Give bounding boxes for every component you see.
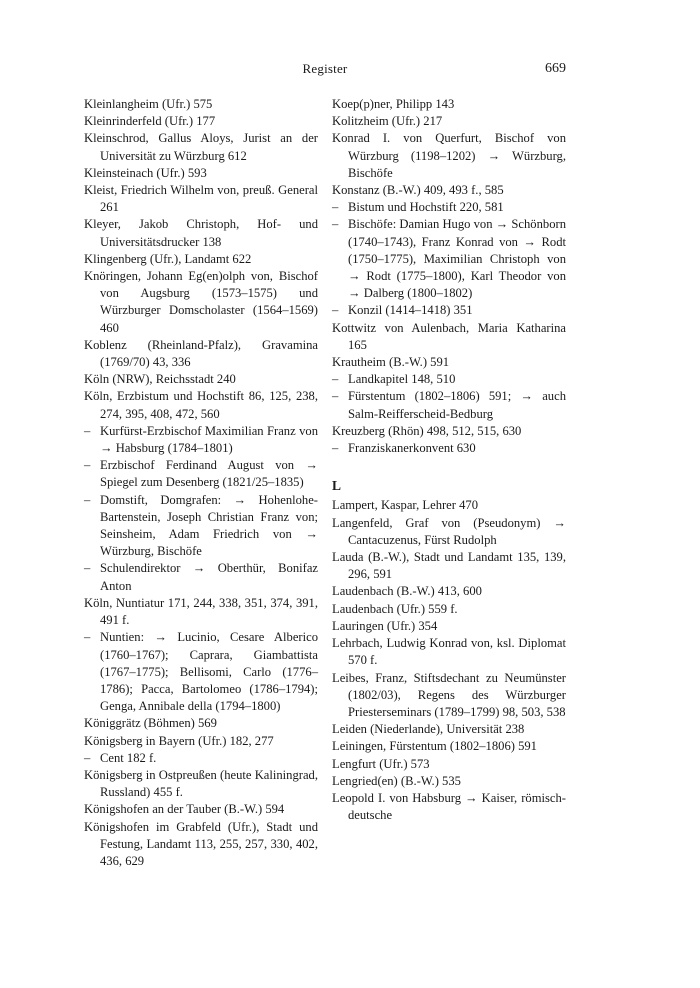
- index-entry: Kleyer, Jakob Christoph, Hof- und Universitätsdrucker 138: [84, 217, 318, 249]
- index-entry: Lauringen (Ufr.) 354: [332, 618, 438, 633]
- page-number: 669: [545, 61, 566, 76]
- index-entry: Kottwitz von Aulenbach, Maria Katharina 165: [332, 320, 566, 352]
- index-entry: Königshofen im Grabfeld (Ufr.), Stadt und Festung, Landamt 113, 255, 257, 330, 402, 436, 629: [84, 819, 318, 868]
- index-entry: Köln (NRW), Reichsstadt 240: [84, 372, 236, 387]
- index-entry: Lehrbach, Ludwig Konrad von, ksl. Diplomat 570 f.: [332, 636, 566, 668]
- index-subentry: – Fürstentum (1802–1806) 591; → auch Salm-Reifferscheid-Bedburg: [332, 388, 566, 422]
- index-entry: Laudenbach (Ufr.) 559 f.: [332, 601, 458, 616]
- index-subentry: – Franziskanerkonvent 630: [332, 440, 566, 457]
- index-entry: Königsberg in Ostpreußen (heute Kaliningrad, Russland) 455 f.: [84, 767, 318, 800]
- index-subentry: – Kurfürst-Erzbischof Maximilian Franz von → Habsburg (1784–1801): [84, 423, 318, 457]
- index-subentry: – Nuntien: → Lucinio, Cesare Alberico (1760–1767); Caprara, Giambattista (1767–1775); Bellisomi, Carlo (1776–1786); Pacca, Bartolomeo (1786–1794); Genga, Annibale della (1794–1800): [84, 629, 318, 715]
- index-subentry: – Bistum und Hochstift 220, 581: [332, 199, 566, 216]
- index-subentry: – Domstift, Domgrafen: → Hohenlohe-Bartenstein, Joseph Christian Franz von; Seinsheim, Adam Friedrich von → Würzburg, Bischöfe: [84, 492, 318, 561]
- index-entry: Koblenz (Rheinland-Pfalz), Gravamina (1769/70) 43, 336: [84, 337, 318, 370]
- index-entry: Langenfeld, Graf von (Pseudonym) → Cantacuzenus, Fürst Rudolph: [332, 515, 566, 547]
- index-entry: Köln, Nuntiatur 171, 244, 338, 351, 374, 391, 491 f.: [84, 595, 318, 628]
- index-entry: Leibes, Franz, Stiftsdechant zu Neumünster (1802/03), Regens des Würzburger Priesterseminars (1789–1799) 98, 503, 538: [332, 670, 566, 719]
- index-entry: Kolitzheim (Ufr.) 217: [332, 114, 443, 129]
- index-entry: Königgrätz (Böhmen) 569: [84, 716, 217, 731]
- index-entry: Laudenbach (B.-W.) 413, 600: [332, 584, 482, 599]
- index-entry: Konrad I. von Querfurt, Bischof von Würzburg (1198–1202) → Würzburg, Bischöfe: [332, 131, 566, 180]
- index-entry: Leopold I. von Habsburg → Kaiser, römisch-deutsche: [332, 790, 566, 823]
- index-entry: Konstanz (B.-W.) 409, 493 f., 585: [332, 183, 504, 198]
- index-subentry: – Erzbischof Ferdinand August von → Spiegel zum Desenberg (1821/25–1835): [84, 457, 318, 491]
- index-subentry: – Schulendirektor → Oberthür, Bonifaz Anton: [84, 560, 318, 594]
- index-entry: Leiden (Niederlande), Universität 238: [332, 722, 525, 737]
- index-subentry: – Cent 182 f.: [84, 750, 318, 767]
- running-head: [84, 61, 566, 81]
- index-subentry: – Bischöfe: Damian Hugo von → Schönborn (1740–1743), Franz Konrad von → Rodt (1750–1775), Maximilian Christoph von → Rodt (1775–1800), Karl Theodor von → Dalberg (1800–1802): [332, 216, 566, 302]
- index-column-left: [84, 96, 318, 870]
- index-entry: Krautheim (B.-W.) 591: [332, 355, 450, 370]
- index-entry: Kleinrinderfeld (Ufr.) 177: [84, 114, 216, 129]
- index-entry: Lengried(en) (B.-W.) 535: [332, 773, 461, 788]
- index-column-right: [332, 96, 566, 824]
- index-entry: Kleinsteinach (Ufr.) 593: [84, 165, 207, 180]
- index-subentry: – Konzil (1414–1418) 351: [332, 302, 566, 319]
- index-entry: Knöringen, Johann Eg(en)olph von, Bischof von Augsburg (1573–1575) und Würzburger Domscholaster (1564–1569) 460: [84, 269, 318, 335]
- index-entry: Koep(p)ner, Philipp 143: [332, 97, 455, 111]
- index-subentry: – Landkapitel 148, 510: [332, 371, 566, 388]
- index-entry: Kleinlangheim (Ufr.) 575: [84, 97, 213, 111]
- index-entry: Lengfurt (Ufr.) 573: [332, 756, 430, 771]
- index-entry: Lampert, Kaspar, Lehrer 470: [332, 498, 479, 513]
- index-entry: Königsberg in Bayern (Ufr.) 182, 277: [84, 733, 274, 748]
- index-entry: Leiningen, Fürstentum (1802–1806) 591: [332, 739, 537, 754]
- section-letter: L: [332, 478, 342, 494]
- index-entry: Königshofen an der Tauber (B.-W.) 594: [84, 802, 285, 817]
- index-entry: Klingenberg (Ufr.), Landamt 622: [84, 251, 252, 266]
- index-entry: Kleist, Friedrich Wilhelm von, preuß. General 261: [84, 183, 318, 215]
- index-entry: Kreuzberg (Rhön) 498, 512, 515, 630: [332, 423, 522, 438]
- index-entry: Lauda (B.-W.), Stadt und Landamt 135, 139, 296, 591: [332, 550, 566, 582]
- index-entry: Kleinschrod, Gallus Aloys, Jurist an der Universität zu Würzburg 612: [84, 131, 318, 163]
- index-entry: Köln, Erzbistum und Hochstift 86, 125, 238, 274, 395, 408, 472, 560: [84, 389, 318, 421]
- running-title: Register: [302, 61, 348, 76]
